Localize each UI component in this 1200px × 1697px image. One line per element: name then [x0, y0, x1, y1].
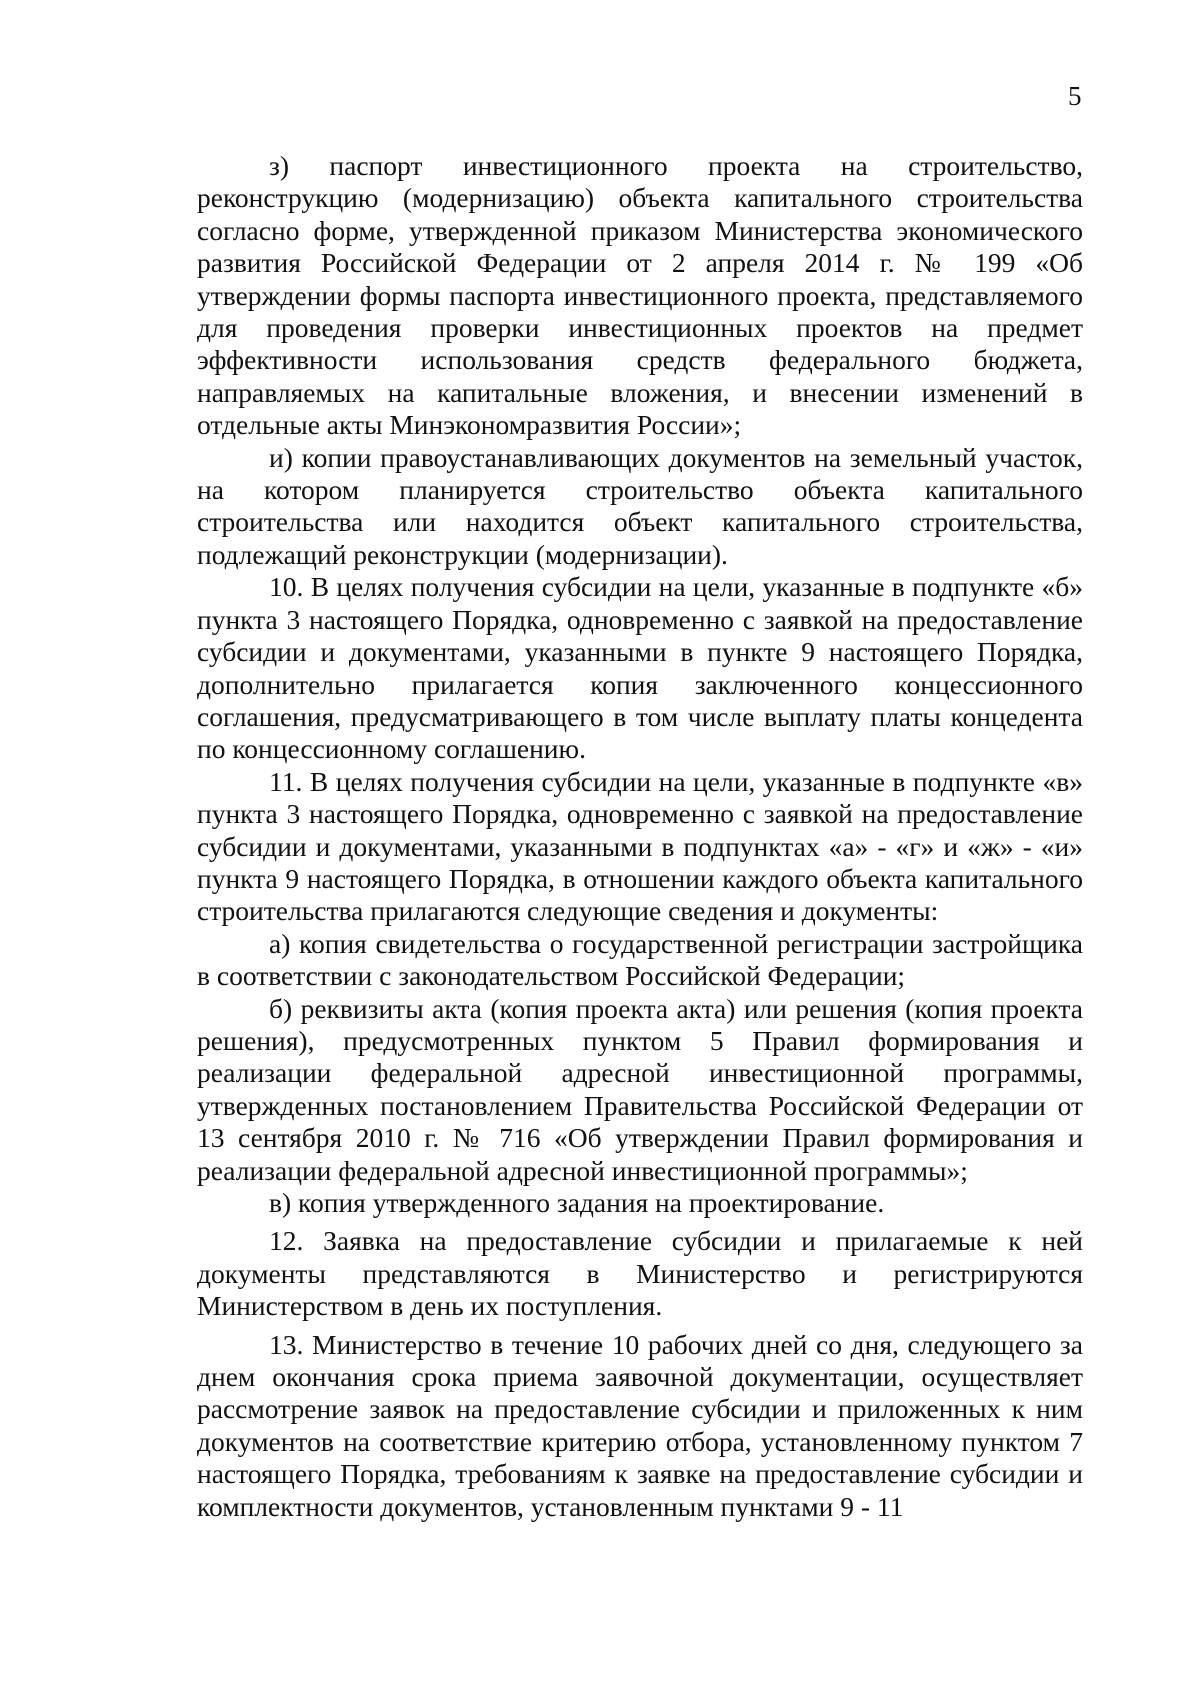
- paragraph-v-design-assignment: в) копия утвержденного задания на проектирование.: [269, 1187, 885, 1218]
- paragraph-z-investment-passport: з) паспорт инвестиционного проекта на строительство, реконструкцию (модернизацию) объекта капитального строительства согласно форме, утвержденной приказом Министерства экономического развития Российской Федерации от 2 апреля 2014 г. № 199 «Об утверждении формы паспорта инвестиционного проекта, представляемого для проведения проверки инвестиционных проектов на предмет эффективности использования средств федерального бюджета, направляемых на капитальные вложения, и внесении изменений в отдельные акты Минэкономразвития России»;: [197, 150, 1083, 441]
- paragraph-12-application-registration: 12. Заявка на предоставление субсидии и прилагаемые к ней документы представляются в Министерство и регистрируются Министерством в день их поступления.: [197, 1225, 1083, 1322]
- paragraph-13-application-review: 13. Министерство в течение 10 рабочих дней со дня, следующего за днем окончания срока приема заявочной документации, осуществляет рассмотрение заявок на предоставление субсидии и приложенных к ним документов на соответствие критерию отбора, установленному пунктом 7 настоящего Порядка, требованиям к заявке на предоставление субсидии и комплектности документов, установленным пунктами 9 - 11: [197, 1328, 1083, 1522]
- paragraph-b-act-requisites: б) реквизиты акта (копия проекта акта) или решения (копия проекта решения), предусмотренных пунктом 5 Правил формирования и реализации федеральной адресной инвестиционной программы, утвержденных постановлением Правительства Российской Федерации от 13 сентября 2010 г. № 716 «Об утверждении Правил формирования и реализации федеральной адресной инвестиционной программы»;: [197, 992, 1083, 1186]
- document-body: [197, 150, 1083, 1523]
- paragraph-10-concession: 10. В целях получения субсидии на цели, указанные в подпункте «б» пункта 3 настоящего Порядка, одновременно с заявкой на предоставление субсидии и документами, указанными в пункте 9 настоящего Порядка, дополнительно прилагается копия заключенного концессионного соглашения, предусматривающего в том числе выплату платы концедента по концессионному соглашению.: [197, 571, 1083, 765]
- page-number: 5: [1068, 81, 1082, 111]
- paragraph-i-land-documents: и) копии правоустанавливающих документов на земельный участок, на котором планируется строительство объекта капитального строительства или находится объект капитального строительства, подлежащий реконструкции (модернизации).: [197, 441, 1083, 570]
- paragraph-a-registration-certificate: а) копия свидетельства о государственной регистрации застройщика в соответствии с законодательством Российской Федерации;: [197, 927, 1083, 992]
- paragraph-11-capital-objects: 11. В целях получения субсидии на цели, указанные в подпункте «в» пункта 3 настоящего Порядка, одновременно с заявкой на предоставление субсидии и документами, указанными в подпунктах «а» - «г» и «ж» - «и» пункта 9 настоящего Порядка, в отношении каждого объекта капитального строительства прилагаются следующие сведения и документы:: [197, 765, 1083, 927]
